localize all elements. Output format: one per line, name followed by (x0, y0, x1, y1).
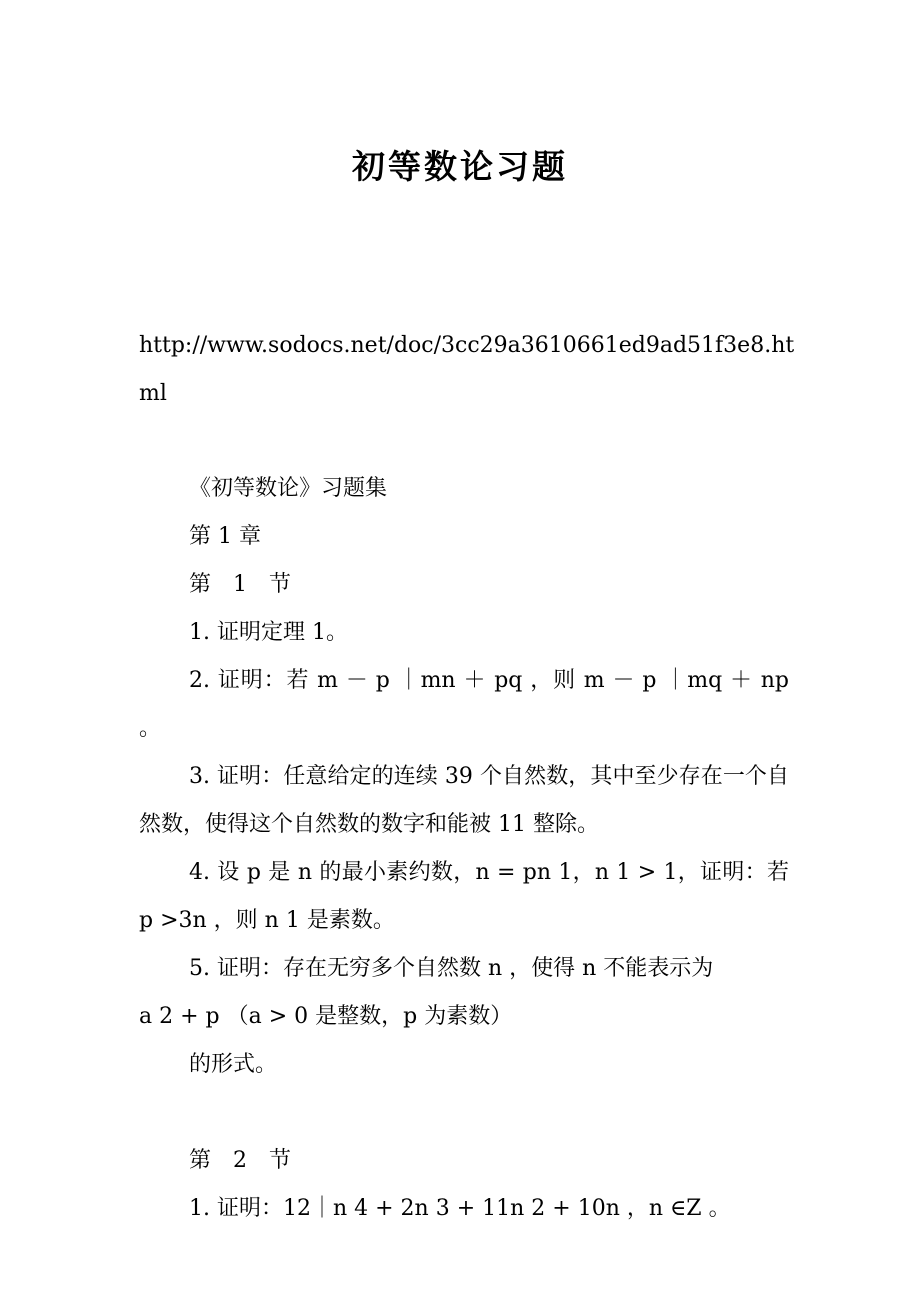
exercise-item-continuation: 的形式。 (189, 1052, 278, 1077)
exercise-item: 3. 证明：任意给定的连续 39 个自然数，其中至少存在一个自然数，使得这个自然数的数字和能被 11 整除。 (139, 764, 789, 837)
exercise-item-continuation: a 2 + p （a > 0 是整数，p 为素数） (139, 1004, 513, 1029)
exercise-item: 2. 证明：若 m － p ｜mn ＋ pq ，则 m － p ｜mq ＋ np 。 (139, 668, 789, 741)
exercise-item: 1. 证明定理 1。 (189, 620, 348, 645)
source-url: http://www.sodocs.net/doc/3cc29a3610661ed9ad51f3e8.html (139, 333, 795, 406)
document-title: 初等数论习题 (352, 147, 568, 186)
book-title: 《初等数论》习题集 (189, 476, 388, 501)
chapter-heading: 第 1 章 (189, 524, 261, 549)
exercise-item: 1. 证明：12｜n 4 + 2n 3 + 11n 2 + 10n ，n ∈Z 。 (189, 1196, 731, 1221)
section-heading: 第 2 节 (189, 1148, 291, 1173)
document-body (139, 465, 789, 1233)
exercise-item: 4. 设 p 是 n 的最小素约数，n = pn 1，n 1 > 1，证明：若 p >3n ，则 n 1 是素数。 (139, 860, 789, 933)
section-heading: 第 1 节 (189, 572, 291, 597)
paragraph-gap (139, 1089, 789, 1137)
exercise-item: 5. 证明：存在无穷多个自然数 n ，使得 n 不能表示为 (189, 956, 714, 981)
